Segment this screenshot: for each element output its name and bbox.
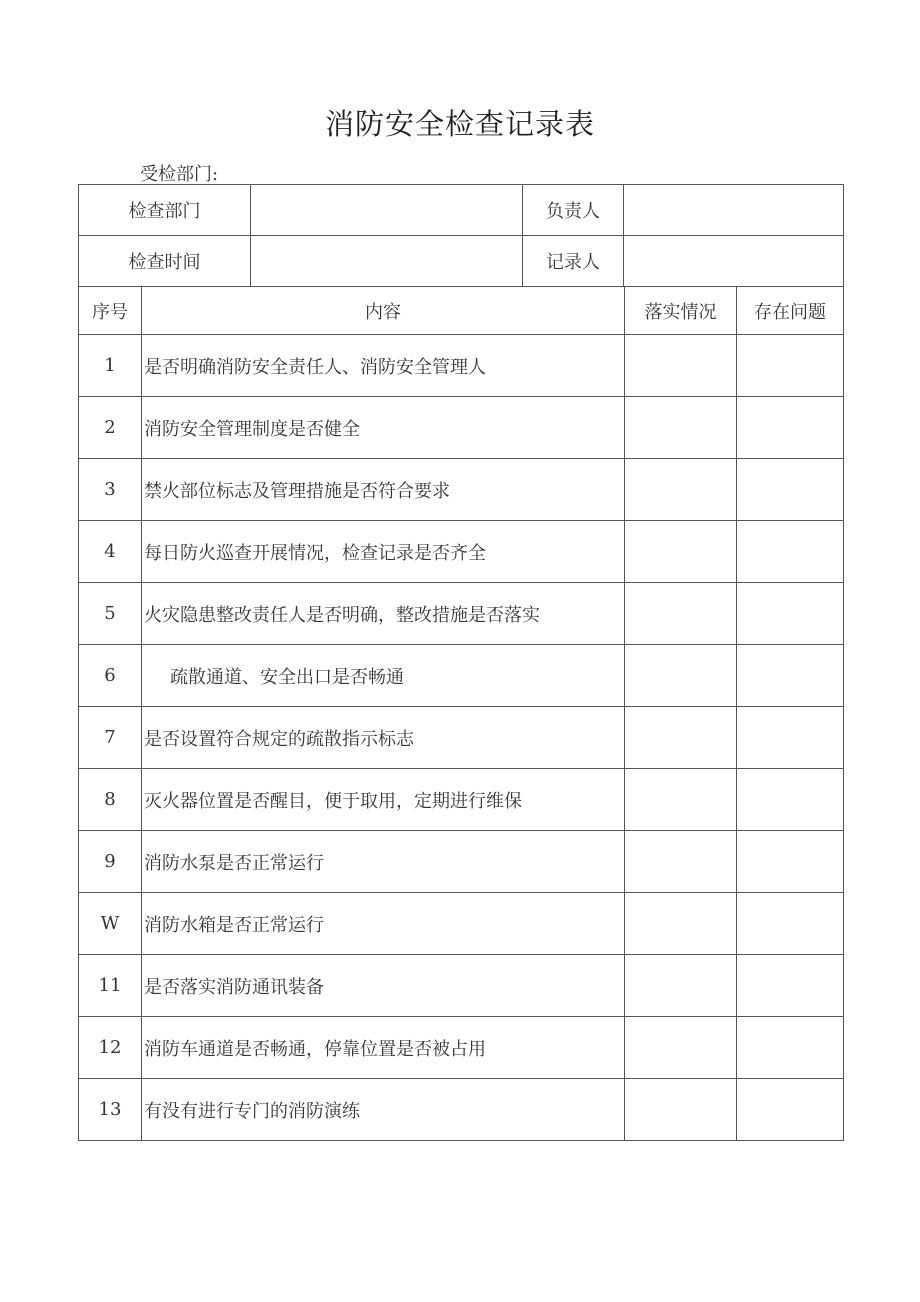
table-row bbox=[79, 645, 844, 707]
row-number: 4 bbox=[79, 521, 142, 583]
table-row bbox=[79, 955, 844, 1017]
recorder-field[interactable] bbox=[624, 236, 844, 287]
issue-cell[interactable] bbox=[737, 955, 844, 1017]
issue-cell[interactable] bbox=[737, 893, 844, 955]
issue-cell[interactable] bbox=[737, 397, 844, 459]
column-header-number: 序号 bbox=[79, 287, 142, 335]
header-row-time bbox=[79, 236, 844, 287]
table-row bbox=[79, 893, 844, 955]
status-cell[interactable] bbox=[625, 831, 737, 893]
row-content: 消防车通道是否畅通，停靠位置是否被占用 bbox=[142, 1017, 625, 1079]
inspected-department-label: 受检部门: bbox=[140, 164, 219, 185]
row-number: 1 bbox=[79, 335, 142, 397]
table-row bbox=[79, 335, 844, 397]
table-row bbox=[79, 583, 844, 645]
row-number: 9 bbox=[79, 831, 142, 893]
issue-cell[interactable] bbox=[737, 583, 844, 645]
column-header-status: 落实情况 bbox=[625, 287, 737, 335]
header-info-table bbox=[78, 184, 844, 287]
row-content: 是否设置符合规定的疏散指示标志 bbox=[142, 707, 625, 769]
table-row bbox=[79, 397, 844, 459]
row-number: 7 bbox=[79, 707, 142, 769]
issue-cell[interactable] bbox=[737, 831, 844, 893]
header-row-department bbox=[79, 185, 844, 236]
row-content: 火灾隐患整改责任人是否明确，整改措施是否落实 bbox=[142, 583, 625, 645]
row-content: 是否明确消防安全责任人、消防安全管理人 bbox=[142, 335, 625, 397]
status-cell[interactable] bbox=[625, 335, 737, 397]
row-number: 2 bbox=[79, 397, 142, 459]
status-cell[interactable] bbox=[625, 955, 737, 1017]
table-row bbox=[79, 831, 844, 893]
issue-cell[interactable] bbox=[737, 1079, 844, 1141]
row-number: 8 bbox=[79, 769, 142, 831]
checklist-table bbox=[78, 286, 844, 1141]
issue-cell[interactable] bbox=[737, 707, 844, 769]
status-cell[interactable] bbox=[625, 769, 737, 831]
status-cell[interactable] bbox=[625, 893, 737, 955]
row-number: W bbox=[79, 893, 142, 955]
inspection-time-field[interactable] bbox=[251, 236, 523, 287]
responsible-person-label: 负责人 bbox=[523, 185, 624, 236]
issue-cell[interactable] bbox=[737, 769, 844, 831]
row-content: 疏散通道、安全出口是否畅通 bbox=[142, 645, 625, 707]
status-cell[interactable] bbox=[625, 583, 737, 645]
table-row bbox=[79, 707, 844, 769]
status-cell[interactable] bbox=[625, 707, 737, 769]
table-row bbox=[79, 1017, 844, 1079]
table-row bbox=[79, 769, 844, 831]
row-number: 13 bbox=[79, 1079, 142, 1141]
row-number: 5 bbox=[79, 583, 142, 645]
inspection-department-label: 检查部门 bbox=[79, 185, 251, 236]
checklist-header-row bbox=[79, 287, 844, 335]
table-row bbox=[79, 521, 844, 583]
row-content: 禁火部位标志及管理措施是否符合要求 bbox=[142, 459, 625, 521]
inspection-time-label: 检查时间 bbox=[79, 236, 251, 287]
issue-cell[interactable] bbox=[737, 335, 844, 397]
issue-cell[interactable] bbox=[737, 521, 844, 583]
row-content: 消防安全管理制度是否健全 bbox=[142, 397, 625, 459]
row-content: 灭火器位置是否醒目，便于取用，定期进行维保 bbox=[142, 769, 625, 831]
column-header-issues: 存在问题 bbox=[737, 287, 844, 335]
issue-cell[interactable] bbox=[737, 459, 844, 521]
inspection-department-field[interactable] bbox=[251, 185, 523, 236]
page-title: 消防安全检查记录表 bbox=[324, 107, 595, 141]
column-header-content: 内容 bbox=[142, 287, 625, 335]
status-cell[interactable] bbox=[625, 459, 737, 521]
row-number: 11 bbox=[79, 955, 142, 1017]
row-number: 6 bbox=[79, 645, 142, 707]
recorder-label: 记录人 bbox=[523, 236, 624, 287]
row-number: 3 bbox=[79, 459, 142, 521]
issue-cell[interactable] bbox=[737, 645, 844, 707]
row-number: 12 bbox=[79, 1017, 142, 1079]
status-cell[interactable] bbox=[625, 1079, 737, 1141]
row-content: 是否落实消防通讯装备 bbox=[142, 955, 625, 1017]
table-row bbox=[79, 459, 844, 521]
issue-cell[interactable] bbox=[737, 1017, 844, 1079]
status-cell[interactable] bbox=[625, 521, 737, 583]
status-cell[interactable] bbox=[625, 397, 737, 459]
row-content: 每日防火巡查开展情况，检查记录是否齐全 bbox=[142, 521, 625, 583]
row-content: 消防水箱是否正常运行 bbox=[142, 893, 625, 955]
status-cell[interactable] bbox=[625, 1017, 737, 1079]
responsible-person-field[interactable] bbox=[624, 185, 844, 236]
table-row bbox=[79, 1079, 844, 1141]
status-cell[interactable] bbox=[625, 645, 737, 707]
row-content: 消防水泵是否正常运行 bbox=[142, 831, 625, 893]
row-content: 有没有进行专门的消防演练 bbox=[142, 1079, 625, 1141]
